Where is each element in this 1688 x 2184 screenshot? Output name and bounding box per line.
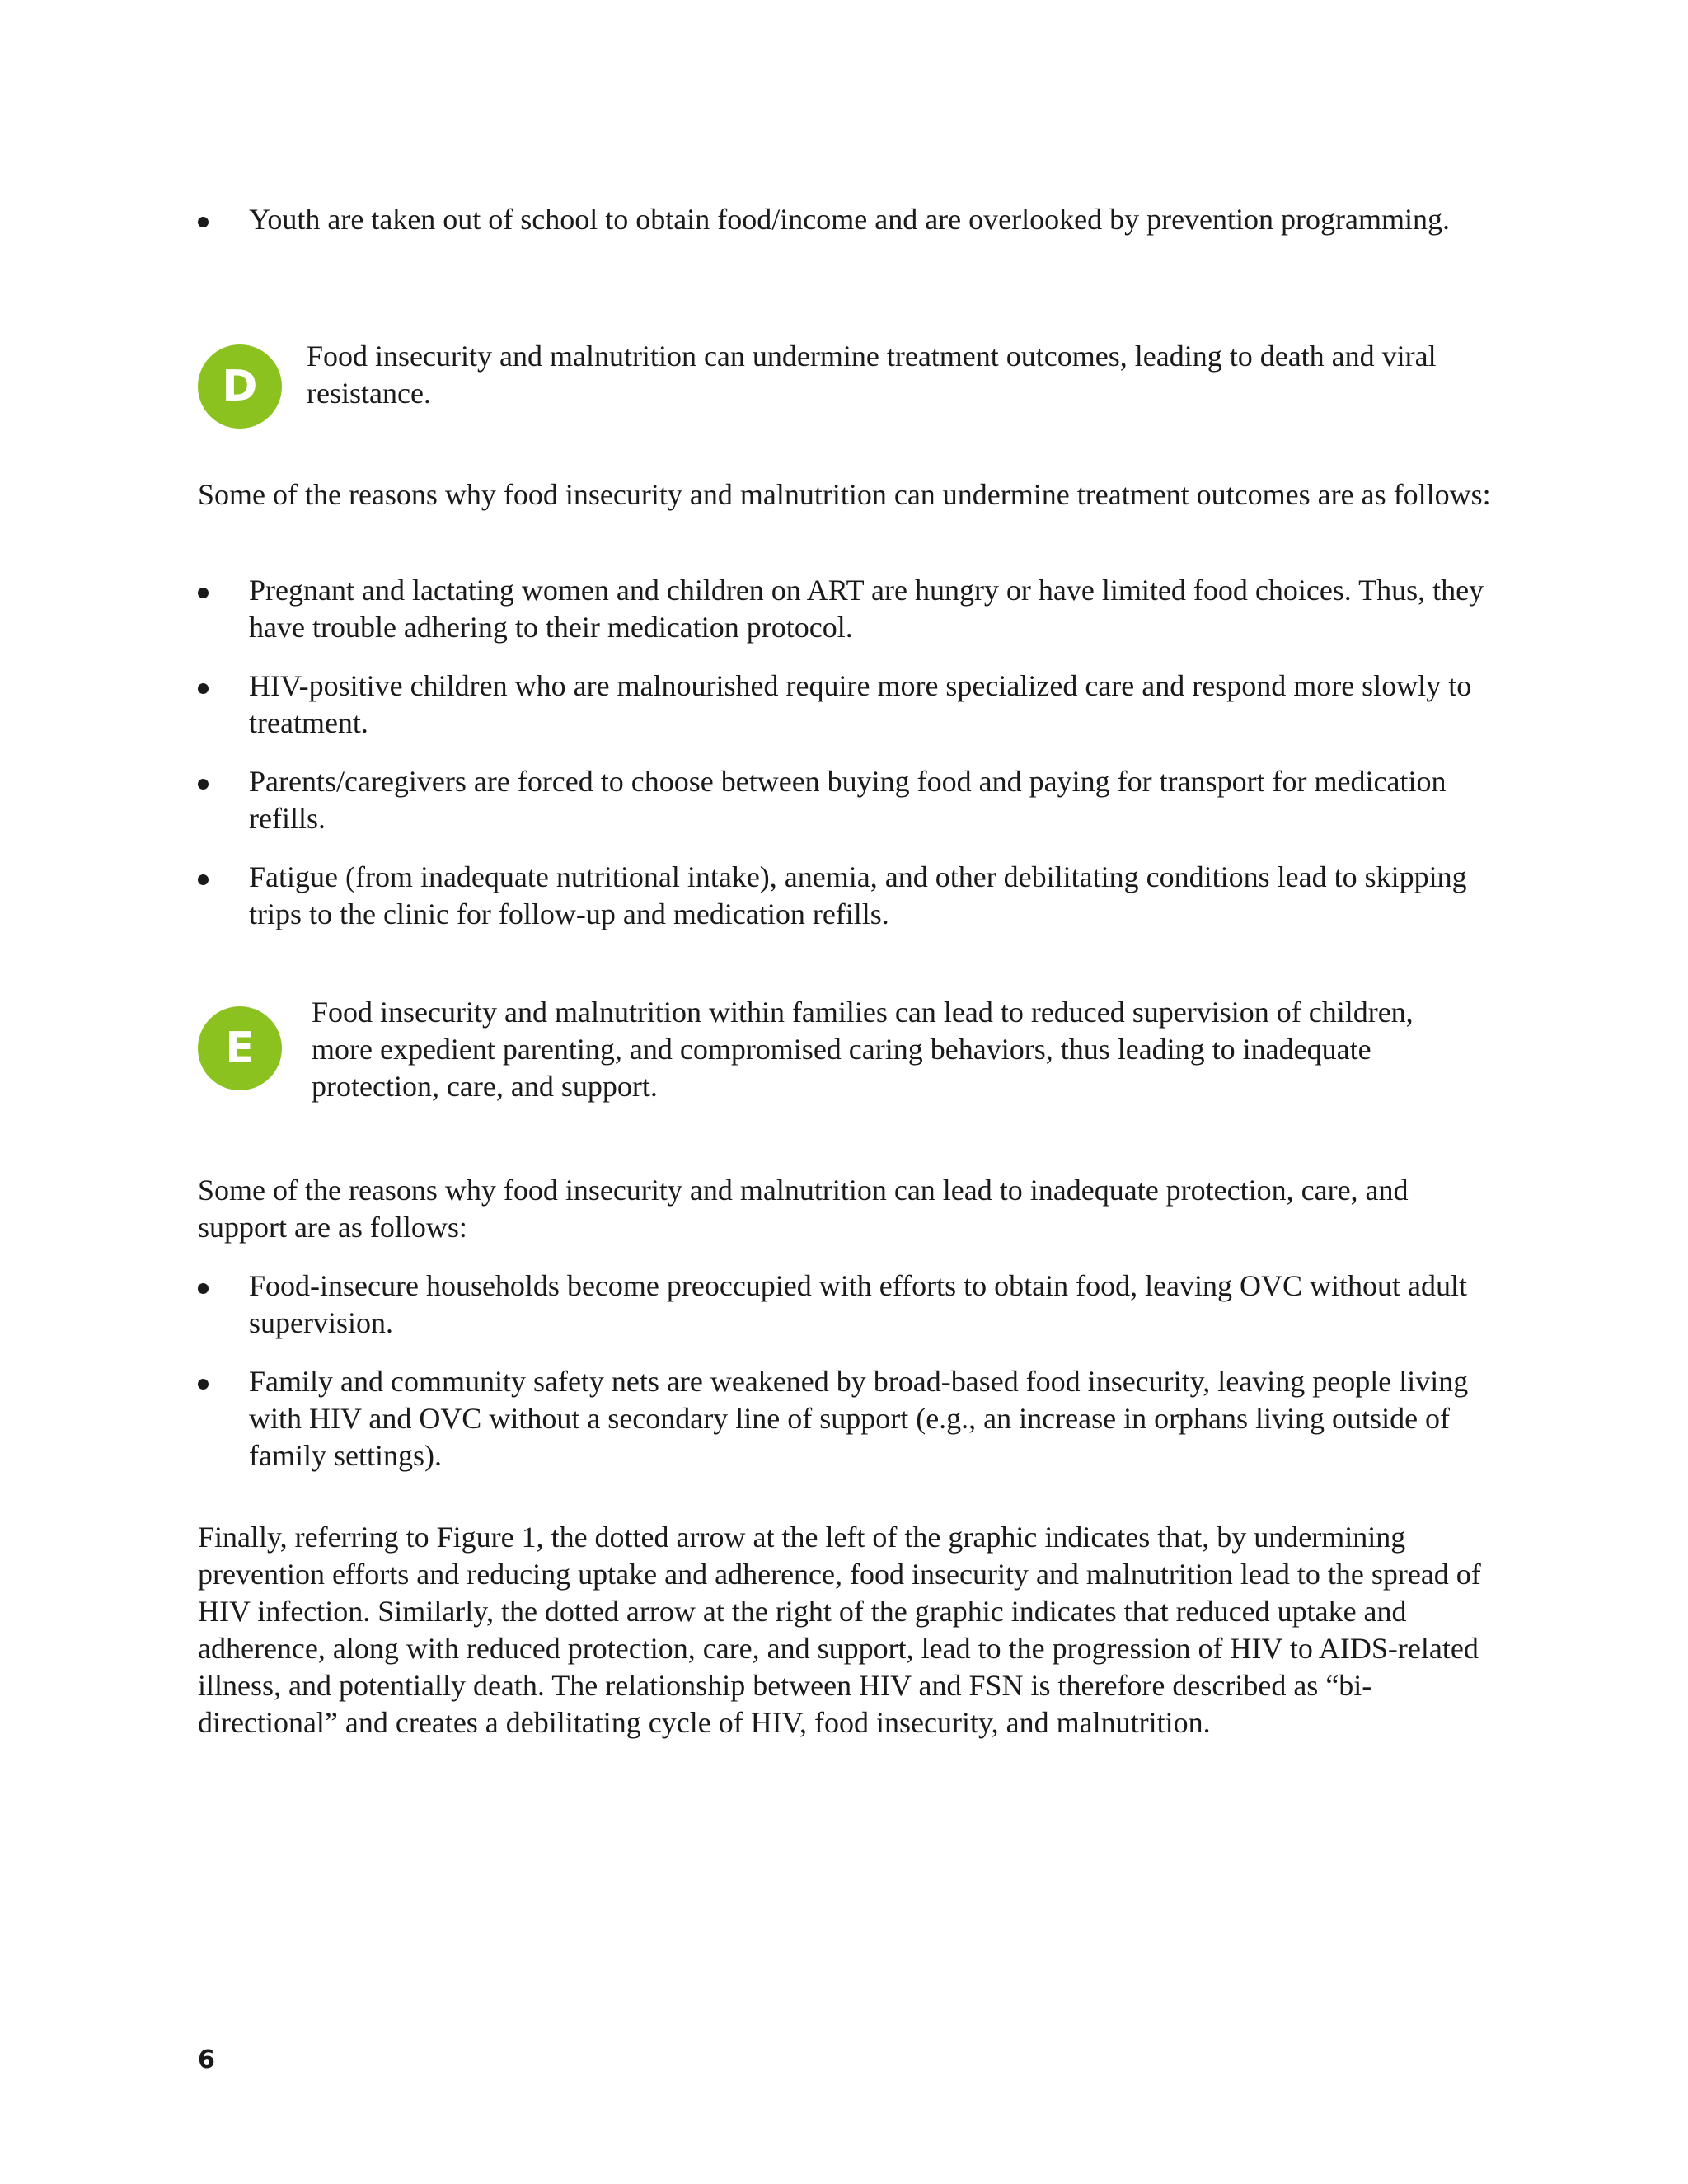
bullet-list-top: [198, 201, 1500, 260]
bullet-list-e: [198, 1268, 1500, 1496]
bullet-dot-icon: [198, 217, 209, 227]
bullet-list-d: [198, 572, 1500, 954]
bullet-dot-icon: [198, 1283, 209, 1294]
list-item-text: Pregnant and lactating women and children on ART are hungry or have limited food choices. Thus, they have trouble adhering to their medication protocol.: [249, 574, 1484, 644]
list-item-text: HIV-positive children who are malnourished require more specialized care and respond more slowly to treatment.: [249, 669, 1472, 739]
list-item: [198, 1363, 1500, 1474]
callout-e: [198, 994, 1500, 1126]
list-item-text: Fatigue (from inadequate nutritional intake), anemia, and other debilitating conditions lead to skipping trips to the clinic for follow-up and medication refills.: [249, 860, 1467, 930]
callout-badge-e: E: [198, 1006, 282, 1090]
callout-text-e: Food insecurity and malnutrition within families can lead to reduced supervision of children, more expedient parenting, and compromised caring behaviors, thus leading to inadequate protection, care, and support.: [312, 996, 1414, 1103]
closing-paragraph: Finally, referring to Figure 1, the dotted arrow at the left of the graphic indicates that, by undermining prevention efforts and reducing uptake and adherence, food insecurity and malnutrition lead to the spread of HIV infection. Similarly, the dotted arrow at the right of the graphic indicates that reduced uptake and adherence, along with reduced protection, care, and support, lead to the progression of HIV to AIDS-related illness, and potentially death. The relationship between HIV and FSN is therefore described as “bi-directional” and creates a debilitating cycle of HIV, food insecurity, and malnutrition.: [198, 1521, 1481, 1739]
intro-paragraph-e: Some of the reasons why food insecurity and malnutrition can lead to inadequate protection, care, and support are as follows:: [198, 1174, 1409, 1244]
page-number: 6: [198, 2046, 215, 2074]
callout-d: [198, 338, 1500, 470]
list-item: [198, 763, 1500, 837]
bullet-dot-icon: [198, 683, 209, 694]
list-item: [198, 1268, 1500, 1342]
list-item-text: Family and community safety nets are weakened by broad-based food insecurity, leaving people living with HIV and OVC without a secondary line of support (e.g., an increase in orphans living outside of family settings).: [249, 1365, 1469, 1472]
bullet-dot-icon: [198, 874, 209, 885]
list-item-text: Parents/caregivers are forced to choose between buying food and paying for transport for medication refills.: [249, 765, 1447, 835]
intro-paragraph-d: Some of the reasons why food insecurity and malnutrition can undermine treatment outcomes are as follows:: [198, 478, 1491, 511]
list-item: [198, 201, 1500, 238]
list-item: [198, 572, 1500, 646]
bullet-dot-icon: [198, 779, 209, 790]
callout-badge-d: D: [198, 344, 282, 429]
bullet-dot-icon: [198, 1379, 209, 1390]
callout-text-d: Food insecurity and malnutrition can undermine treatment outcomes, leading to death and viral resistance.: [307, 340, 1437, 410]
bullet-dot-icon: [198, 588, 209, 598]
list-item: [198, 668, 1500, 742]
list-item-text: Youth are taken out of school to obtain food/income and are overlooked by prevention programming.: [249, 203, 1450, 236]
list-item: [198, 859, 1500, 933]
list-item-text: Food-insecure households become preoccupied with efforts to obtain food, leaving OVC without adult supervision.: [249, 1269, 1468, 1339]
